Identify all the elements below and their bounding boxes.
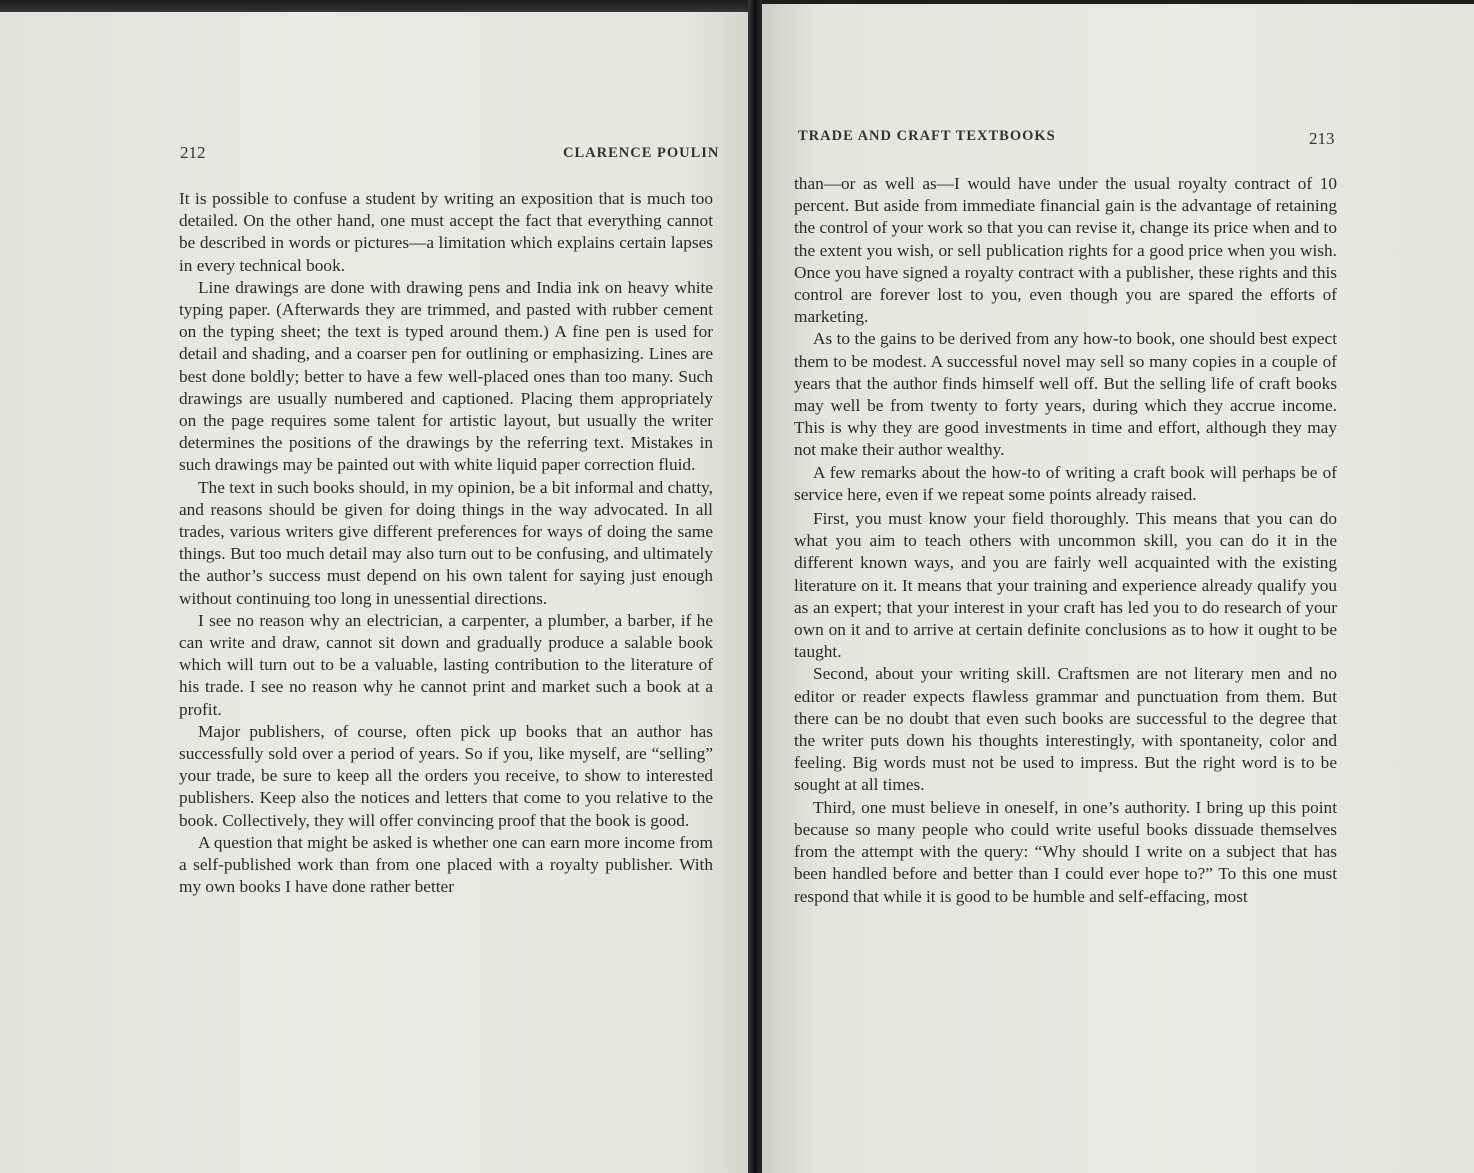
paragraph: than—or as well as—I would have under the usual royalty contract of 10 percent. But aside from immediate financial gain is the advantage of retaining the control of your work so that you can revise it, change its price when and to the extent you wish, or sell publication rights for a good price when you wish. Once you have signed a royalty contract with a publisher, these rights and this control are forever lost to you, even though you are spared the efforts of marketing.: [794, 174, 1337, 327]
paragraph: Second, about your writing skill. Craftsmen are not literary men and no editor or reader expects flawless grammar and punctuation from them. But there can be no doubt that even such books are successful to the degree that the writer puts down his thoughts interestingly, with spontaneity, color and feeling. Big words must not be used to impress. But the right word is to be sought at all times.: [794, 664, 1337, 795]
paragraph: It is possible to confuse a student by writing an exposition that is much too detailed. On the other hand, one must accept the fact that everything cannot be described in words or pictures—a limitation which explains certain lapses in every technical book.: [179, 189, 713, 275]
paragraph: The text in such books should, in my opinion, be a bit informal and chatty, and reasons should be given for doing things in the way advocated. In all trades, various writers give different preferences for ways of doing the same things. But too much detail may also turn out to be confusing, and ultimately the author’s success must depend on his own talent for saying just enough without continuing too long in unessential directions.: [179, 477, 713, 608]
right-page-body: [794, 173, 1337, 908]
paragraph: A few remarks about the how-to of writing a craft book will perhaps be of service here, even if we repeat some points already raised.: [794, 462, 1337, 504]
paragraph: I see no reason why an electrician, a carpenter, a plumber, a barber, if he can write and draw, cannot sit down and gradually produce a salable book which will turn out to be a valuable, lasting contribution to the literature of his trade. I see no reason why he cannot print and market such a book at a profit.: [179, 610, 713, 719]
paragraph: As to the gains to be derived from any how-to book, one should best expect them to be modest. A successful novel may sell so many copies in a couple of years that the author finds himself well off. But the selling life of craft books may well be from twenty to forty years, during which they accrue income. This is why they are good investments in time and effort, although they may not make their author wealthy.: [794, 329, 1337, 460]
book-gutter: [748, 0, 762, 1173]
paragraph: Third, one must believe in oneself, in one’s authority. I bring up this point because so many people who could write useful books dissuade themselves from the attempt with the query: “Why should I write on a subject that has been handled before and better than I could ever hope to?” To this one must respond that while it is good to be humble and self-effacing, most: [794, 797, 1337, 906]
left-running-head: CLARENCE POULIN: [563, 145, 720, 161]
paragraph: First, you must know your field thoroughly. This means that you can do what you aim to teach others with uncommon skill, you can do it in the different known ways, and you are fairly well acquainted with the existing literature on it. It means that your training and experience already qualify you as an expert; that your interest in your craft has led you to do research of your own on it and to arrive at certain definite conclusions as to how it ought to be taught.: [794, 509, 1337, 662]
right-page-number: 213: [1309, 129, 1335, 148]
paragraph: Major publishers, of course, often pick up books that an author has successfully sold over a period of years. So if you, like myself, are “selling” your trade, be sure to keep all the orders you receive, to show to interested publishers. Keep also the notices and letters that come to you relative to the book. Collectively, they will offer convincing proof that the book is good.: [179, 721, 713, 830]
paragraph: A question that might be asked is whether one can earn more income from a self-published work than from one placed with a royalty publisher. With my own books I have done rather better: [179, 832, 713, 897]
right-running-head: TRADE AND CRAFT TEXTBOOKS: [798, 128, 1056, 144]
left-page-body: [179, 188, 713, 899]
left-page-number: 212: [180, 143, 206, 162]
paragraph: Line drawings are done with drawing pens and India ink on heavy white typing paper. (Afterwards they are trimmed, and pasted with rubber cement on the typing sheet; the text is typed around them.) A fine pen is used for detail and shading, and a coarser pen for outlining or emphasizing. Lines are best done boldly; better to have a few well-placed ones than too many. Such drawings are usually numbered and captioned. Placing them appropriately on the page requires some talent for artistic layout, but usually the writer determines the positions of the drawings by the referring text. Mistakes in such drawings may be painted out with white liquid paper correction fluid.: [179, 277, 713, 475]
